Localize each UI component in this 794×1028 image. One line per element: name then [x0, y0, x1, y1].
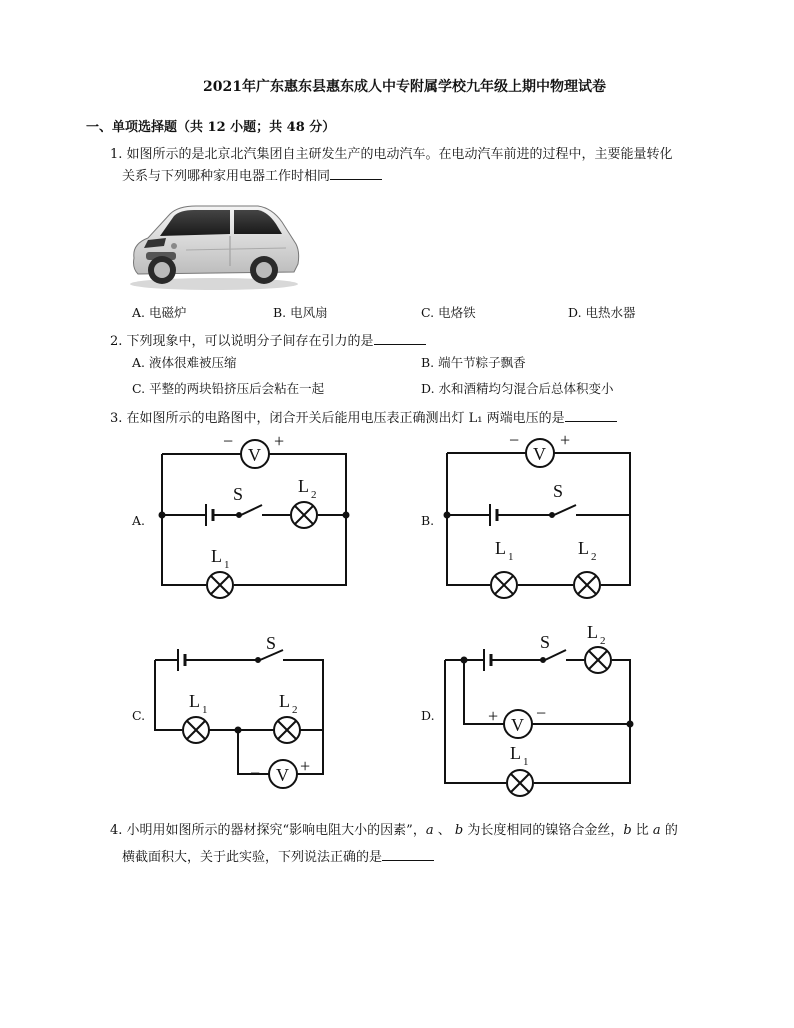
q3-option-b-label[interactable]: B.	[421, 513, 435, 528]
voltmeter-minus: −	[250, 763, 261, 783]
lamp-l2-label: L	[578, 538, 589, 558]
switch-label: S	[540, 632, 551, 652]
question-1-line-1: 1. 如图所示的是北京北汽集团自主研发生产的电动汽车。在电动汽车前进的过程中，主要能量转化	[110, 147, 673, 162]
lamp-l1-subscript: 1	[523, 756, 529, 768]
lamp-l2-label: L	[279, 691, 290, 711]
circuit-c	[155, 649, 323, 788]
q2-option-d[interactable]: D. 水和酒精均匀混合后总体积变小	[421, 381, 614, 396]
question-3-text: 3. 在如图所示的电路图中，闭合开关后能用电压表正确测出灯 L₁ 两端电压的是	[110, 411, 565, 426]
question-4-line-1	[110, 819, 678, 838]
q2-option-b[interactable]: B. 端午节粽子飘香	[421, 355, 526, 370]
wire-a: a	[652, 823, 661, 838]
q3-option-c-label[interactable]: C.	[132, 708, 146, 723]
voltmeter-plus: +	[488, 706, 499, 726]
q1-option-c[interactable]: C. 电烙铁	[421, 305, 476, 320]
separator: 、	[433, 823, 455, 838]
q1-option-d[interactable]: D. 电热水器	[568, 305, 636, 320]
switch-label: S	[266, 633, 277, 653]
question-4-mid: 为长度相同的镍铬合金丝，	[463, 823, 624, 838]
question-1-text: 关系与下列哪种家用电器工作时相同	[122, 169, 331, 184]
lamp-l1-subscript: 1	[508, 551, 514, 563]
voltmeter-label: V	[511, 715, 524, 735]
lamp-l2-subscript: 2	[311, 489, 317, 501]
lamp-l2-subscript: 2	[591, 551, 597, 563]
voltmeter-minus: −	[223, 431, 234, 451]
voltmeter-label: V	[276, 765, 289, 785]
voltmeter-label: V	[248, 445, 261, 465]
voltmeter-label: V	[533, 444, 546, 464]
lamp-l1-label: L	[510, 743, 521, 763]
section-heading: 一、单项选择题（共 12 小题；共 48 分）	[86, 120, 336, 135]
lamp-l1-label: L	[495, 538, 506, 558]
question-4-text: 4. 小明用如图所示的器材探究“影响电阻大小的因素”，	[110, 823, 426, 838]
lamp-l1-subscript: 1	[224, 559, 230, 571]
lamp-l2-label: L	[587, 622, 598, 642]
q2-option-c[interactable]: C. 平整的两块铅挤压后会粘在一起	[132, 381, 325, 396]
lamp-l2-subscript: 2	[292, 704, 298, 716]
voltmeter-plus: +	[300, 756, 311, 776]
lamp-l1-subscript: 1	[202, 704, 208, 716]
lamp-l1-label: L	[189, 691, 200, 711]
wire-a: a	[425, 823, 434, 838]
q3-option-d-label[interactable]: D.	[421, 708, 435, 723]
voltmeter-plus: +	[560, 430, 571, 450]
wire-b: b	[454, 823, 464, 838]
question-2-text: 2. 下列现象中，可以说明分子间存在引力的是	[110, 334, 374, 349]
voltmeter-minus: −	[536, 703, 547, 723]
q1-option-a[interactable]: A. 电磁炉	[132, 305, 187, 320]
wire-b: b	[623, 823, 632, 838]
q3-option-a-label[interactable]: A.	[132, 513, 146, 528]
question-4-end: 的	[660, 823, 678, 838]
voltmeter-minus: −	[509, 430, 520, 450]
switch-label: S	[553, 481, 564, 501]
question-4-compare: 比	[631, 823, 653, 838]
voltmeter-plus: +	[274, 431, 285, 451]
switch-label: S	[233, 484, 244, 504]
q1-option-b[interactable]: B. 电风扇	[273, 305, 328, 320]
lamp-l2-label: L	[298, 476, 309, 496]
lamp-l2-subscript: 2	[600, 635, 606, 647]
lamp-l1-label: L	[211, 546, 222, 566]
question-4-line-2	[122, 846, 434, 865]
page-title: 2021年广东惠东县惠东成人中专附属学校九年级上期中物理试卷	[203, 79, 606, 95]
answer-blank	[382, 848, 434, 861]
q2-option-a[interactable]: A. 液体很难被压缩	[132, 355, 237, 370]
question-4-text-2: 横截面积大，关于此实验，下列说法正确的是	[122, 850, 383, 865]
